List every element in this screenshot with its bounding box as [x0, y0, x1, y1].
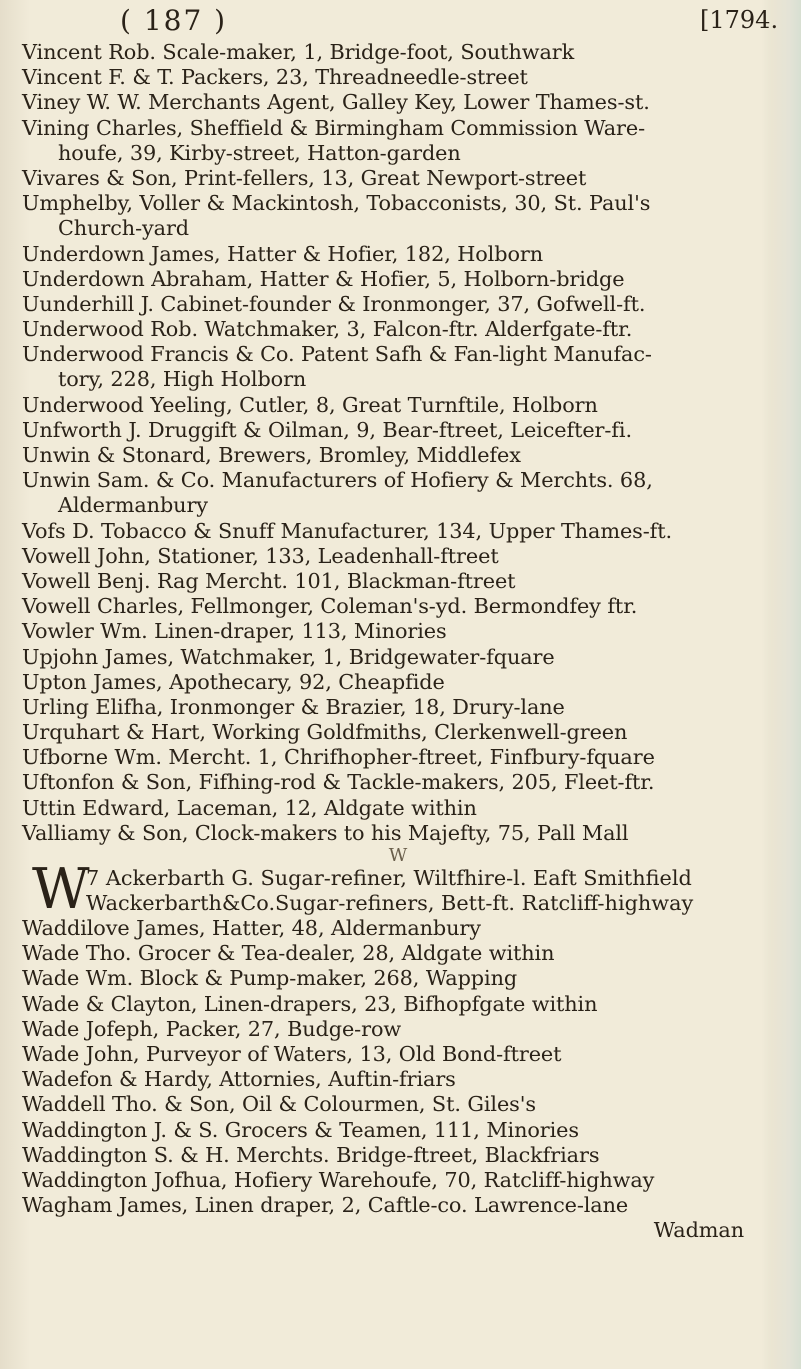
directory-entry: Unfworth J. Druggift & Oilman, 9, Bear-ftreet, Leicefter-fi.	[22, 417, 632, 442]
w-opening-line: 7 Ackerbarth G. Sugar-refiner, Wiltfhire-l. Eaft Smithfield	[86, 866, 692, 890]
directory-entry: Vivares & Son, Print-fellers, 13, Great Newport-street	[22, 165, 587, 190]
directory-entry: Wade & Clayton, Linen-drapers, 23, Bifhopfgate within	[22, 991, 598, 1016]
directory-entry: Church-yard	[58, 216, 190, 241]
directory-entry: Vincent Rob. Scale-maker, 1, Bridge-foot, Southwark	[22, 40, 575, 64]
directory-entry: Vowell Benj. Rag Mercht. 101, Blackman-ftreet	[22, 568, 516, 593]
directory-entry: Uunderhill J. Cabinet-founder & Ironmonger, 37, Gofwell-ft.	[22, 291, 646, 316]
directory-entry: Wade John, Purveyor of Waters, 13, Old Bond-ftreet	[22, 1041, 562, 1066]
directory-entry: Urling Elifha, Ironmonger & Brazier, 18, Drury-lane	[22, 694, 565, 719]
directory-entry: Vowell John, Stationer, 133, Leadenhall-ftreet	[22, 543, 499, 568]
section-letter: W	[388, 845, 408, 866]
directory-entry: Uftonfon & Son, Fifhing-rod & Tackle-makers, 205, Fleet-ftr.	[22, 770, 655, 795]
directory-entry: Vofs D. Tobacco & Snuff Manufacturer, 134, Upper Thames-ft.	[22, 518, 673, 543]
directory-entry: Waddell Tho. & Son, Oil & Colourmen, St. Giles's	[22, 1092, 536, 1117]
directory-entry: Valliamy & Son, Clock-makers to his Majefty, 75, Pall Mall	[22, 820, 629, 845]
directory-entry: tory, 228, High Holborn	[58, 367, 307, 392]
directory-entry: Upjohn James, Watchmaker, 1, Bridgewater-fquare	[22, 644, 555, 669]
directory-entry: Underdown Abraham, Hatter & Hofier, 5, Holborn-bridge	[22, 266, 625, 291]
directory-entry: Vincent F. & T. Packers, 23, Threadneedle-street	[22, 65, 528, 90]
directory-entry: Aldermanbury	[58, 493, 208, 518]
directory-entry: Vowler Wm. Linen-draper, 113, Minories	[22, 619, 447, 644]
w-opening-line: Wackerbarth&Co.Sugar-refiners, Bett-ft. Ratcliff-highway	[86, 891, 694, 915]
entries-w	[22, 916, 774, 1218]
directory-entry: Ufborne Wm. Mercht. 1, Chrifhopher-ftreet, Finfbury-fquare	[22, 745, 655, 770]
directory-entry: Urquhart & Hart, Working Goldfmiths, Clerkenwell-green	[22, 720, 628, 745]
directory-entry: Uttin Edward, Laceman, 12, Aldgate within	[22, 795, 477, 820]
directory-entry: Wadefon & Hardy, Attornies, Auftin-friars	[22, 1067, 456, 1092]
directory-entry: Unwin Sam. & Co. Manufacturers of Hofiery & Merchts. 68,	[22, 468, 653, 493]
drop-cap: W	[32, 857, 90, 922]
page-number: ( 187 )	[120, 4, 228, 37]
directory-entry: Underwood Francis & Co. Patent Safh & Fan-light Manufac-	[22, 342, 652, 367]
directory-entry: Waddilove James, Hatter, 48, Aldermanbury	[22, 916, 481, 940]
directory-entry: Underwood Rob. Watchmaker, 3, Falcon-ftr. Alderfgate-ftr.	[22, 317, 633, 342]
page-year: [1794.	[700, 6, 779, 34]
catchword: Wadman	[653, 1218, 744, 1243]
page-header	[0, 2, 801, 42]
directory-entries	[22, 40, 774, 1243]
directory-entry: Wagham James, Linen draper, 2, Caftle-co. Lawrence-lane	[22, 1193, 629, 1218]
entries-v-u	[22, 40, 774, 846]
directory-entry: Wade Tho. Grocer & Tea-dealer, 28, Aldgate within	[22, 941, 555, 966]
directory-entry: Umphelby, Voller & Mackintosh, Tobacconists, 30, St. Paul's	[22, 191, 651, 216]
directory-entry: Underdown James, Hatter & Hofier, 182, Holborn	[22, 241, 543, 266]
directory-entry: houfe, 39, Kirby-street, Hatton-garden	[58, 140, 461, 165]
directory-entry: Unwin & Stonard, Brewers, Bromley, Middlefex	[22, 443, 521, 467]
directory-entry: Waddington J. & S. Grocers & Teamen, 111, Minories	[22, 1117, 579, 1142]
directory-entry: Underwood Yeeling, Cutler, 8, Great Turnftile, Holborn	[22, 392, 598, 417]
directory-entry: Waddington Jofhua, Hofiery Warehoufe, 70, Ratcliff-highway	[22, 1167, 655, 1192]
directory-entry: Waddington S. & H. Merchts. Bridge-ftreet, Blackfriars	[22, 1142, 600, 1167]
page-gutter	[771, 0, 801, 1369]
directory-entry: Wade Wm. Block & Pump-maker, 268, Wapping	[22, 966, 518, 991]
directory-entry: Viney W. W. Merchants Agent, Galley Key, Lower Thames-st.	[22, 90, 650, 115]
directory-entry: Vowell Charles, Fellmonger, Coleman's-yd. Bermondfey ftr.	[22, 594, 638, 619]
w-section-opening	[22, 857, 774, 922]
directory-entry: Vining Charles, Sheffield & Birmingham Commission Ware-	[22, 115, 646, 140]
directory-entry: Wade Jofeph, Packer, 27, Budge-row	[22, 1016, 402, 1041]
directory-entry: Upton James, Apothecary, 92, Cheapfide	[22, 669, 445, 694]
